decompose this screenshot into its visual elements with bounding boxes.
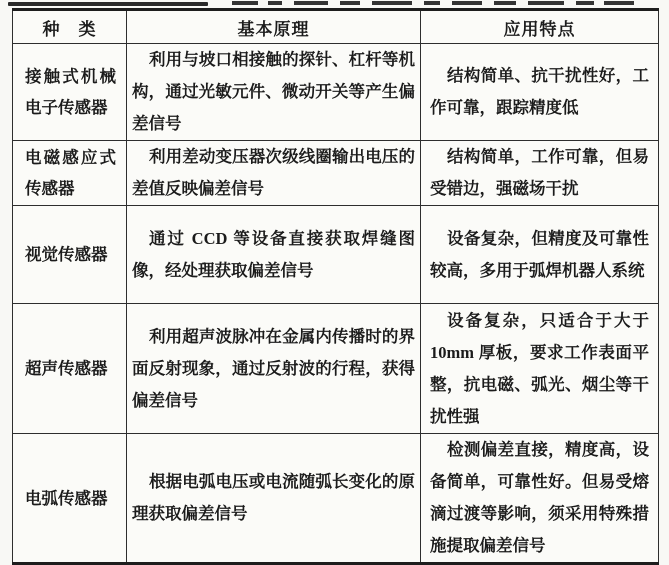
sensor-principle: 根据电弧电压或电流随弧长变化的原理获取偏差信号 — [132, 472, 415, 523]
caption-fragment — [604, 1, 634, 5]
caption-fragment — [424, 1, 440, 5]
sensor-type: 超声传感器 — [25, 359, 108, 378]
sensor-type: 电弧传感器 — [25, 488, 108, 508]
caption-fragment — [576, 1, 594, 5]
sensor-type: 视觉传感器 — [25, 245, 108, 264]
caption-fragment — [232, 1, 258, 5]
cropped-caption-remnant — [0, 0, 669, 7]
table-row — [13, 434, 659, 564]
caption-fragment — [340, 1, 360, 5]
sensor-principle: 利用与坡口相接触的探针、杠杆等机构，通过光敏元件、微动开关等产生偏差信号 — [132, 50, 415, 133]
sensor-principle: 利用超声波脉冲在金属内传播时的界面反射现象，通过反射波的行程，获得偏差信号 — [132, 326, 415, 410]
caption-fragment — [372, 1, 412, 5]
sensor-principle: 通过 CCD 等设备直接获取焊缝图像，经处理获取偏差信号 — [132, 228, 415, 280]
table-row — [13, 206, 659, 304]
header-cell-type: 种 类 — [13, 10, 127, 44]
header-cell-features: 应用特点 — [421, 10, 659, 44]
sensor-type: 接触式机械电子传感器 — [25, 67, 116, 117]
sensor-features: 结构简单，工作可靠，但易受错边，强磁场干扰 — [430, 147, 649, 198]
caption-fragment — [268, 1, 282, 5]
table-row — [13, 304, 659, 434]
caption-fragment — [452, 1, 482, 5]
sensor-principle: 利用差动变压器次级线圈输出电压的差值反映偏差信号 — [132, 147, 415, 198]
caption-fragment — [8, 2, 208, 6]
table-row — [13, 44, 659, 141]
sensor-type: 电磁感应式传感器 — [25, 148, 116, 198]
sensor-features: 设备复杂，只适合于大于10mm 厚板，要求工作表面平整，抗电磁、弧光、烟尘等干扰性强 — [430, 310, 649, 426]
caption-fragment — [528, 1, 564, 5]
caption-fragment — [294, 1, 328, 5]
caption-fragment — [494, 1, 516, 5]
table-header-row — [13, 10, 659, 44]
table-row — [13, 141, 659, 206]
sensor-features: 结构简单、抗干扰性好，工作可靠，跟踪精度低 — [430, 66, 649, 117]
sensor-features: 设备复杂，但精度及可靠性较高，多用于弧焊机器人系统 — [430, 228, 649, 280]
sensor-comparison-table — [12, 8, 659, 565]
header-cell-principle: 基本原理 — [127, 10, 421, 44]
sensor-features: 检测偏差直接，精度高，设备简单，可靠性好。但易受熔滴过渡等影响，须采用特殊措施提取偏差信号 — [430, 440, 649, 555]
